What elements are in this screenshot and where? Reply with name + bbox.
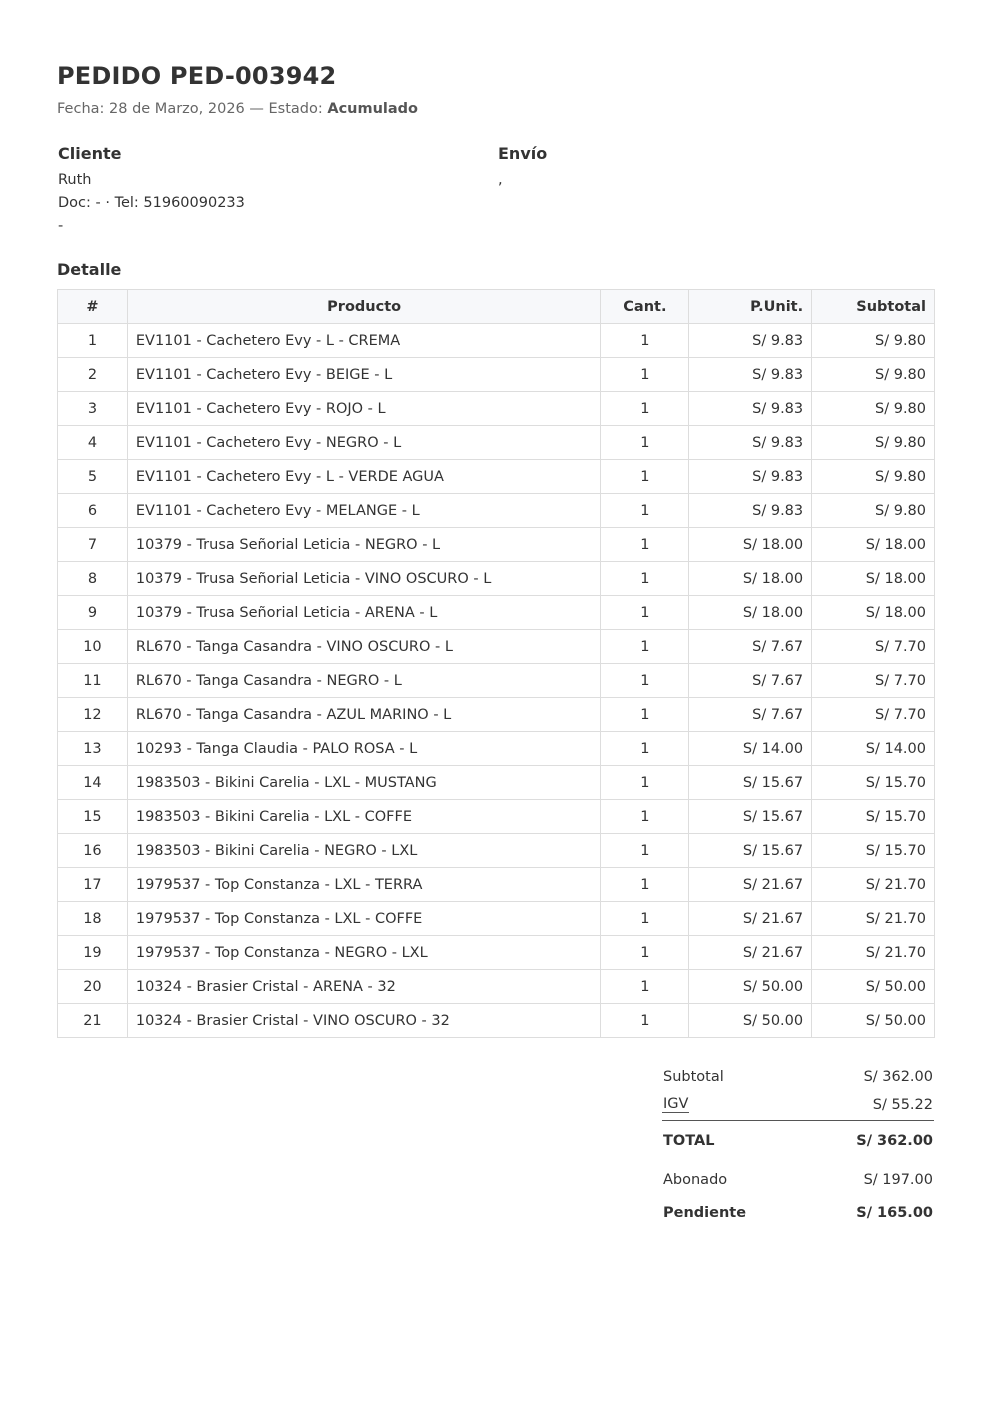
row-number: 4 [58,426,128,460]
row-unit-price: S/ 9.83 [689,358,812,392]
row-unit-price: S/ 50.00 [689,1004,812,1038]
row-unit-price: S/ 21.67 [689,936,812,970]
row-unit-price: S/ 7.67 [689,664,812,698]
row-qty: 1 [601,936,689,970]
row-unit-price: S/ 9.83 [689,426,812,460]
row-product: 10293 - Tanga Claudia - PALO ROSA - L [127,732,601,766]
table-header-row [58,290,935,324]
row-unit-price: S/ 15.67 [689,766,812,800]
table-row [58,868,935,902]
row-subtotal: S/ 21.70 [812,868,935,902]
shipping-section [498,144,918,192]
col-header-number: # [58,290,128,324]
row-number: 18 [58,902,128,936]
row-unit-price: S/ 15.67 [689,834,812,868]
col-header-qty: Cant. [601,290,689,324]
table-row [58,1004,935,1038]
row-unit-price: S/ 21.67 [689,902,812,936]
col-header-subtotal: Subtotal [812,290,935,324]
row-subtotal: S/ 50.00 [812,1004,935,1038]
row-qty: 1 [601,664,689,698]
col-header-product: Producto [127,290,601,324]
igv-label: IGV [663,1096,689,1112]
row-product: RL670 - Tanga Casandra - NEGRO - L [127,664,601,698]
row-product: EV1101 - Cachetero Evy - BEIGE - L [127,358,601,392]
row-subtotal: S/ 15.70 [812,766,935,800]
totals-block [662,1064,934,1229]
row-number: 9 [58,596,128,630]
table-row [58,970,935,1004]
table-row [58,494,935,528]
table-row [58,766,935,800]
row-qty: 1 [601,868,689,902]
shipping-heading: Envío [498,144,548,163]
row-subtotal: S/ 18.00 [812,596,935,630]
table-row [58,426,935,460]
row-subtotal: S/ 9.80 [812,494,935,528]
client-extra: - [58,218,64,234]
table-row [58,460,935,494]
row-unit-price: S/ 18.00 [689,528,812,562]
row-number: 1 [58,324,128,358]
subtotal-value: S/ 362.00 [863,1068,933,1085]
detail-heading: Detalle [57,260,122,279]
row-unit-price: S/ 7.67 [689,630,812,664]
row-number: 5 [58,460,128,494]
items-table [57,289,935,1038]
row-qty: 1 [601,596,689,630]
row-number: 8 [58,562,128,596]
client-doc-phone: Doc: - · Tel: 51960090233 [58,195,245,211]
row-product: 1979537 - Top Constanza - LXL - COFFE [127,902,601,936]
table-row [58,630,935,664]
row-qty: 1 [601,358,689,392]
row-product: RL670 - Tanga Casandra - VINO OSCURO - L [127,630,601,664]
row-qty: 1 [601,732,689,766]
items-body [58,324,935,1038]
row-number: 2 [58,358,128,392]
row-subtotal: S/ 7.70 [812,664,935,698]
row-subtotal: S/ 15.70 [812,800,935,834]
row-number: 7 [58,528,128,562]
table-row [58,562,935,596]
row-qty: 1 [601,562,689,596]
row-number: 20 [58,970,128,1004]
table-row [58,800,935,834]
row-product: 10379 - Trusa Señorial Leticia - VINO OSCURO - L [127,562,601,596]
row-qty: 1 [601,834,689,868]
row-number: 6 [58,494,128,528]
row-product: EV1101 - Cachetero Evy - MELANGE - L [127,494,601,528]
page-title: PEDIDO PED-003942 [57,62,337,90]
table-row [58,324,935,358]
row-qty: 1 [601,1004,689,1038]
paid-label: Abonado [663,1172,728,1188]
row-product: 1979537 - Top Constanza - NEGRO - LXL [127,936,601,970]
row-subtotal: S/ 9.80 [812,426,935,460]
row-unit-price: S/ 9.83 [689,460,812,494]
row-unit-price: S/ 18.00 [689,596,812,630]
row-subtotal: S/ 50.00 [812,970,935,1004]
row-subtotal: S/ 9.80 [812,358,935,392]
row-number: 21 [58,1004,128,1038]
row-number: 12 [58,698,128,732]
row-product: EV1101 - Cachetero Evy - L - VERDE AGUA [127,460,601,494]
row-product: 10379 - Trusa Señorial Leticia - NEGRO - L [127,528,601,562]
row-subtotal: S/ 14.00 [812,732,935,766]
order-meta [57,101,418,117]
row-product: 1983503 - Bikini Carelia - LXL - COFFE [127,800,601,834]
row-qty: 1 [601,426,689,460]
row-subtotal: S/ 18.00 [812,562,935,596]
row-number: 13 [58,732,128,766]
paid-value: S/ 197.00 [863,1172,933,1188]
pending-label: Pendiente [663,1205,747,1221]
row-qty: 1 [601,392,689,426]
row-unit-price: S/ 14.00 [689,732,812,766]
row-number: 15 [58,800,128,834]
order-date: Fecha: 28 de Marzo, 2026 — Estado: [57,101,328,117]
row-qty: 1 [601,800,689,834]
row-qty: 1 [601,698,689,732]
row-number: 19 [58,936,128,970]
row-qty: 1 [601,970,689,1004]
row-number: 3 [58,392,128,426]
table-row [58,392,935,426]
row-subtotal: S/ 9.80 [812,460,935,494]
shipping-address: , [498,172,503,188]
row-subtotal: S/ 9.80 [812,324,935,358]
row-number: 10 [58,630,128,664]
table-row [58,834,935,868]
subtotal-label: Subtotal [663,1068,724,1085]
row-unit-price: S/ 18.00 [689,562,812,596]
row-product: EV1101 - Cachetero Evy - NEGRO - L [127,426,601,460]
client-section [58,144,478,238]
row-qty: 1 [601,494,689,528]
row-unit-price: S/ 7.67 [689,698,812,732]
total-label: TOTAL [663,1133,715,1149]
row-number: 17 [58,868,128,902]
table-row [58,902,935,936]
row-qty: 1 [601,766,689,800]
row-subtotal: S/ 7.70 [812,630,935,664]
client-heading: Cliente [58,144,122,163]
order-status: Acumulado [327,101,419,117]
row-unit-price: S/ 15.67 [689,800,812,834]
totals-pending-row [662,1197,934,1229]
row-unit-price: S/ 50.00 [689,970,812,1004]
row-subtotal: S/ 21.70 [812,936,935,970]
totals-igv-row [662,1089,934,1121]
table-row [58,698,935,732]
row-product: EV1101 - Cachetero Evy - L - CREMA [127,324,601,358]
row-qty: 1 [601,460,689,494]
totals-subtotal-row [662,1064,934,1089]
col-header-unit-price: P.Unit. [689,290,812,324]
table-row [58,358,935,392]
row-product: 10379 - Trusa Señorial Leticia - ARENA - L [127,596,601,630]
row-qty: 1 [601,902,689,936]
table-row [58,528,935,562]
pending-value: S/ 165.00 [856,1205,933,1221]
row-qty: 1 [601,324,689,358]
client-name: Ruth [58,172,92,188]
row-product: 10324 - Brasier Cristal - VINO OSCURO - 32 [127,1004,601,1038]
row-number: 11 [58,664,128,698]
row-number: 16 [58,834,128,868]
totals-paid-row [662,1163,934,1197]
row-unit-price: S/ 9.83 [689,324,812,358]
row-subtotal: S/ 9.80 [812,392,935,426]
row-product: RL670 - Tanga Casandra - AZUL MARINO - L [127,698,601,732]
table-row [58,936,935,970]
row-product: 1983503 - Bikini Carelia - LXL - MUSTANG [127,766,601,800]
row-subtotal: S/ 7.70 [812,698,935,732]
row-number: 14 [58,766,128,800]
row-qty: 1 [601,630,689,664]
table-row [58,732,935,766]
row-product: 1983503 - Bikini Carelia - NEGRO - LXL [127,834,601,868]
row-product: EV1101 - Cachetero Evy - ROJO - L [127,392,601,426]
row-subtotal: S/ 18.00 [812,528,935,562]
row-unit-price: S/ 21.67 [689,868,812,902]
totals-total-row [662,1121,934,1161]
row-subtotal: S/ 21.70 [812,902,935,936]
table-row [58,664,935,698]
table-row [58,596,935,630]
igv-value: S/ 55.22 [872,1096,933,1113]
row-product: 10324 - Brasier Cristal - ARENA - 32 [127,970,601,1004]
row-unit-price: S/ 9.83 [689,494,812,528]
row-qty: 1 [601,528,689,562]
total-value: S/ 362.00 [856,1133,933,1149]
row-unit-price: S/ 9.83 [689,392,812,426]
row-product: 1979537 - Top Constanza - LXL - TERRA [127,868,601,902]
row-subtotal: S/ 15.70 [812,834,935,868]
